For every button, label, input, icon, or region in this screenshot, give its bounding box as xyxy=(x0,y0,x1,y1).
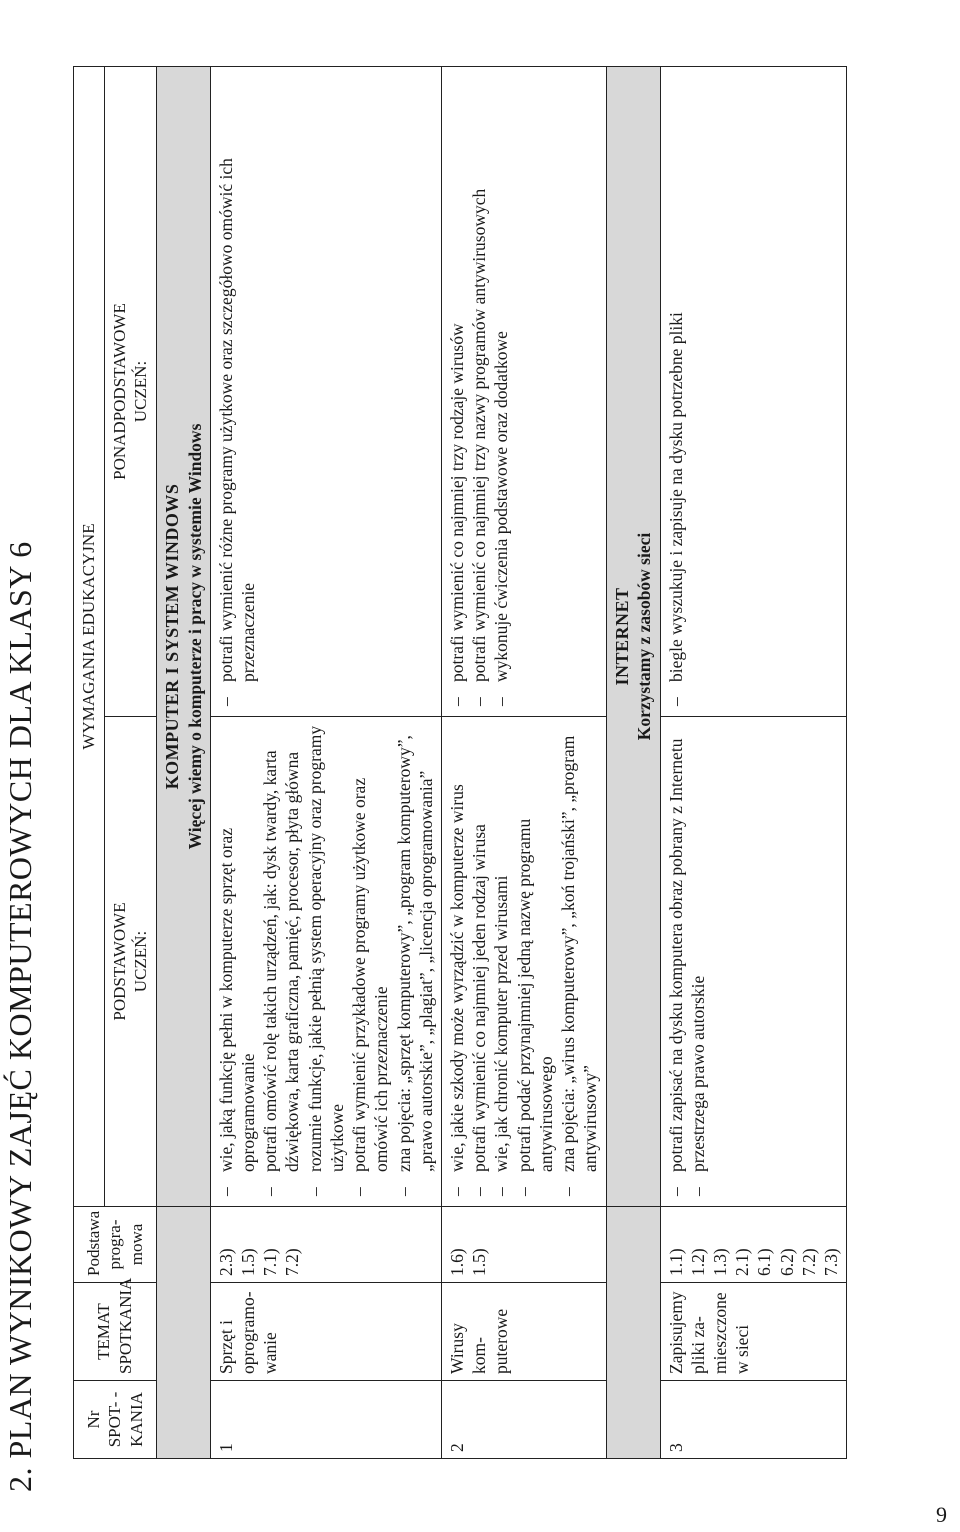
section-subtitle: Więcej wiemy o komputerze i pracy w systemie Windows xyxy=(184,423,205,850)
row-podstawa xyxy=(210,1207,441,1283)
requirement-item: – potrafi omówić rolę takich urządzeń, jak: dysk twardy, karta dźwiękowa, karta graficzna, pamięć, procesor, płyta główna xyxy=(259,723,303,1200)
podstawa-item: 7.2) xyxy=(798,1248,819,1276)
row-ponadpodstawowe xyxy=(660,67,847,717)
row-ponadpodstawowe xyxy=(442,67,607,717)
header-podstawa: Podstawa progra- mowa xyxy=(74,1207,157,1283)
section-header xyxy=(606,67,660,1207)
section-header xyxy=(156,67,210,1207)
document-title: 2. PLAN WYNIKOWY ZAJĘĆ KOMPUTEROWYCH DLA KLASY 6 xyxy=(2,541,38,1492)
row-nr: 1 xyxy=(210,1381,441,1459)
requirement-item: – biegle wyszukuje i zapisuje na dysku potrzebne pliki xyxy=(665,73,687,710)
table-row xyxy=(660,67,847,1459)
requirement-item: – rozumie funkcje, jakie pełnią system operacyjny oraz programy użytkowe xyxy=(304,723,348,1200)
podstawa-item: 1.2) xyxy=(687,1248,708,1276)
header-podstawowe-label: PODSTAWOWE xyxy=(109,902,129,1021)
header-wymagania: WYMAGANIA EDUKACYJNE xyxy=(74,67,105,1207)
podstawa-item: 1.5) xyxy=(469,1248,490,1276)
lesson-plan-table xyxy=(73,66,847,1459)
requirement-item: – potrafi wymienić co najmniej jeden rodzaj wirusa xyxy=(468,723,490,1200)
podstawa-item: 1.6) xyxy=(447,1248,467,1276)
header-ponadpodstawowe xyxy=(104,67,156,717)
header-ponadpodstawowe-label: PONADPODSTAWOWE xyxy=(109,303,129,480)
requirement-item: – potrafi zapisać na dysku komputera obraz pobrany z Internetu xyxy=(665,723,687,1200)
table-row xyxy=(210,67,441,1459)
podstawa-item: 7.2) xyxy=(282,1248,303,1276)
header-podstawowe-sub: UCZEŃ: xyxy=(131,930,151,993)
section-header-row xyxy=(156,67,210,1459)
podstawa-item: 2.1) xyxy=(732,1248,753,1276)
row-nr: 3 xyxy=(660,1381,847,1459)
requirement-item: – potrafi wymienić co najmniej trzy nazwy programów antywirusowych xyxy=(468,73,490,710)
section-header-row xyxy=(606,67,660,1459)
requirement-item: – potrafi wymienić różne programy użytkowe oraz szczegółowo omówić ich przeznaczenie xyxy=(215,73,259,710)
section-header-blank xyxy=(606,1207,660,1459)
podstawa-item: 6.2) xyxy=(776,1248,797,1276)
podstawa-item: 7.1) xyxy=(260,1248,281,1276)
header-row xyxy=(74,67,105,1459)
row-temat: Zapisujemy pliki za- mieszczone w sieci xyxy=(660,1283,847,1381)
header-nr: Nr SPOT- -KANIA xyxy=(74,1381,157,1459)
requirement-item: – potrafi podać przynajmniej jedną nazwę programu antywirusowego xyxy=(513,723,557,1200)
header-ponadpodstawowe-sub: UCZEŃ: xyxy=(131,360,151,423)
requirement-item: – potrafi wymienić przykładowe programy użytkowe oraz omówić ich przeznaczenie xyxy=(348,723,392,1200)
row-temat: Wirusy kom- puterowe xyxy=(442,1283,607,1381)
requirement-item: – wie, jak chronić komputer przed wirusami xyxy=(490,723,512,1200)
section-header-blank xyxy=(156,1207,210,1459)
requirement-item: – potrafi wymienić co najmniej trzy rodzaje wirusów xyxy=(446,73,468,710)
row-podstawa xyxy=(660,1207,847,1283)
requirement-item: – zna pojęcia: „sprzęt komputerowy”, „program komputerowy”, „prawo autorskie”, „plagiat”, „licencja oprogramowania” xyxy=(393,723,437,1200)
row-nr: 2 xyxy=(442,1381,607,1459)
row-ponadpodstawowe xyxy=(210,67,441,717)
requirement-item: – wykonuje ćwiczenia podstawowe oraz dodatkowe xyxy=(490,73,512,710)
row-podstawowe xyxy=(442,717,607,1207)
header-temat: TEMAT SPOTKANIA xyxy=(74,1283,157,1381)
section-title: KOMPUTER I SYSTEM WINDOWS xyxy=(161,483,182,790)
requirement-item: – przestrzega prawo autorskie xyxy=(687,723,709,1200)
requirement-item: – zna pojęcia: „wirus komputerowy”, „koń trojański”, „program antywirusowy” xyxy=(557,723,601,1200)
podstawa-item: 1.1) xyxy=(665,1248,686,1276)
row-podstawowe xyxy=(210,717,441,1207)
row-podstawowe xyxy=(660,717,847,1207)
header-podstawowe xyxy=(104,717,156,1207)
podstawa-item: 1.5) xyxy=(238,1248,259,1276)
requirement-item: – wie, jakie szkody może wyrządzić w komputerze wirus xyxy=(446,723,468,1200)
podstawa-item: 6.1) xyxy=(754,1248,775,1276)
section-subtitle: Korzystamy z zasobów sieci xyxy=(634,532,655,741)
table-row xyxy=(442,67,607,1459)
row-podstawa xyxy=(442,1207,607,1283)
page-number: 9 xyxy=(936,1502,947,1527)
row-temat: Sprzęt i oprogramo- wanie xyxy=(210,1283,441,1381)
section-title: INTERNET xyxy=(611,587,632,686)
requirement-item: – wie, jaką funkcję pełni w komputerze sprzęt oraz oprogramowanie xyxy=(215,723,259,1200)
podstawa-item: 2.3) xyxy=(215,1248,236,1276)
podstawa-item: 7.3) xyxy=(821,1248,842,1276)
podstawa-item: 1.3) xyxy=(710,1248,731,1276)
